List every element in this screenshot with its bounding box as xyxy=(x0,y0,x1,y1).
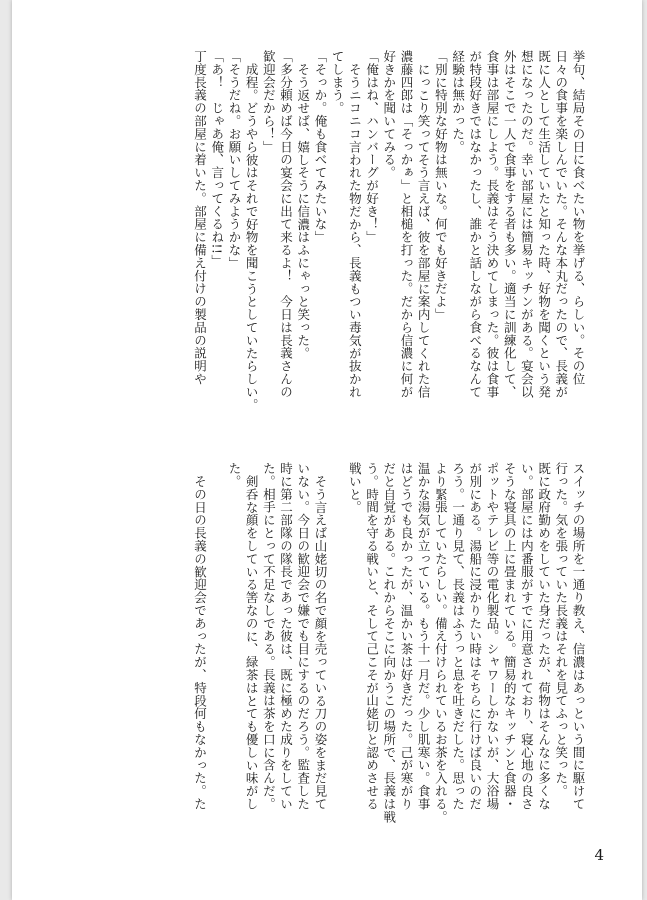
text-line: 経験は無かった。 xyxy=(450,50,466,154)
text-line: 時に第二部隊の隊長であった彼は、既に極めた成りをしてい xyxy=(278,462,294,811)
text-line: が特段好きではなかったし、誰かと話しながら食べるなんて xyxy=(467,50,483,399)
text-line: 温かな湯気が立っている。もう十一月だ。少し肌寒い。食事 xyxy=(416,462,432,811)
text-line: 濃藤四郎は「そっかぁ」と相槌を打った。だから信濃に何が xyxy=(398,50,414,399)
text-line: 想になったのだ。幸い部屋には簡易キッチンがある。宴会以 xyxy=(519,50,535,399)
text-line: そうニコニコ言われた物だから、長義もつい毒気が抜かれ xyxy=(347,62,363,398)
text-line: 既に政府勤めをしていた身だったが、荷物はそんなに多くな xyxy=(536,462,552,811)
text-line: う。時間を守る戦いと、そして己こそが山姥切と認めさせる xyxy=(364,462,380,811)
text-line: 食事は部屋にしよう。長義はそう決めてしまった。彼は食事 xyxy=(484,50,500,399)
text-line: だと自覚がある。これからそこに向かうこの場所で、長義は戦 xyxy=(381,462,397,824)
text-line xyxy=(329,462,346,852)
text-line: た。相手にとって不足なしである。長義は茶を口に含んだ。 xyxy=(261,462,277,811)
text-line: 丁度長義の部屋に着いた。部屋に備え付けの製品の説明や xyxy=(192,50,208,386)
document-page xyxy=(12,0,642,900)
text-line: い。部屋には内番服がすでに用意されており、寝心地の良さ xyxy=(519,462,535,811)
text-line: 外はそこで一人で食事をする者も多い。適当に訓練化して、 xyxy=(502,50,518,399)
page-number: 4 xyxy=(594,846,604,864)
text-line: 好きかを聞いてみる。 xyxy=(381,50,397,179)
text-line: 「別に特別な好物は無いな。何でも好きだよ」 xyxy=(433,50,449,321)
text-line: 挙句、結局その日に食べたい物を挙げる、らしい。その位 xyxy=(571,50,586,386)
text-line: 「あ！ じゃあ俺、言ってくるね!!」 xyxy=(209,50,225,268)
upper-text-block xyxy=(191,50,587,450)
text-line: 日々の食事を楽しんでいた。そんな本丸だったので、長義が xyxy=(553,50,569,399)
text-line: スイッチの場所を一通り教え、信濃はあっという間に駆けて xyxy=(571,462,586,811)
lower-text-block xyxy=(191,462,587,852)
text-line: 戦いと。 xyxy=(347,462,363,514)
text-line: いない。今日の歓迎会で嫌でも目にするのだろう。監査した xyxy=(295,462,311,811)
text-line: 「多分頼めば今日の宴会に出て来るよ！ 今日は長義さんの xyxy=(278,50,294,399)
text-line: より緊張していたらしい。備え付けられているお茶を入れる。 xyxy=(433,462,449,824)
text-line: ポットやテレビ等の電化製品。シャワーしかないが、大浴場 xyxy=(484,462,500,811)
text-line: そうな寝具の上に畳まれている。簡易的なキッチンと食器・ xyxy=(502,462,518,811)
text-line: 「そうだね。お願いしてみようかな」 xyxy=(226,50,242,270)
text-line xyxy=(209,462,226,852)
text-line: 歓迎会だから！」 xyxy=(261,50,277,154)
text-line: はどうでも良かったが、温かい茶は好きだった。己が寒がり xyxy=(398,462,414,811)
text-line: にっこり笑ってそう言えば、彼を部屋に案内してくれた信 xyxy=(416,62,432,398)
text-line: 剣呑な顔をしている筈なのに、緑茶はとても優しい味がし xyxy=(244,474,260,810)
text-line: 「そっか。俺も食べてみたいな」 xyxy=(312,50,328,244)
text-line: が別にある。湯船に浸かりたい時はそちらに行けば良いのだ xyxy=(467,462,483,811)
text-line: そう返せば、嬉しそうに信濃はふにゃっと笑った。 xyxy=(295,62,311,360)
text-line: 「俺はね、ハンバーグが好き！」 xyxy=(364,50,380,244)
text-line: てしまう。 xyxy=(330,50,346,115)
text-line: ろう。一通り見て、長義はふうっと息を吐きだした。思った xyxy=(450,462,466,811)
text-line: 既に人として生活していたと知った時、好物を聞くという発 xyxy=(536,50,552,399)
text-line: そう言えば山姥切の名で顔を売っている刀の姿をまだ見て xyxy=(312,474,328,810)
text-line: た。 xyxy=(226,462,242,488)
text-line: その日の長義の歓迎会であったが、特段何もなかった。た xyxy=(192,474,208,810)
text-line: 行った。気を張っていた長義はそれを見てふっと笑った。 xyxy=(553,462,569,798)
text-line: 成程。どうやら彼はそれで好物を聞こうとしていたらしい。 xyxy=(244,62,260,411)
